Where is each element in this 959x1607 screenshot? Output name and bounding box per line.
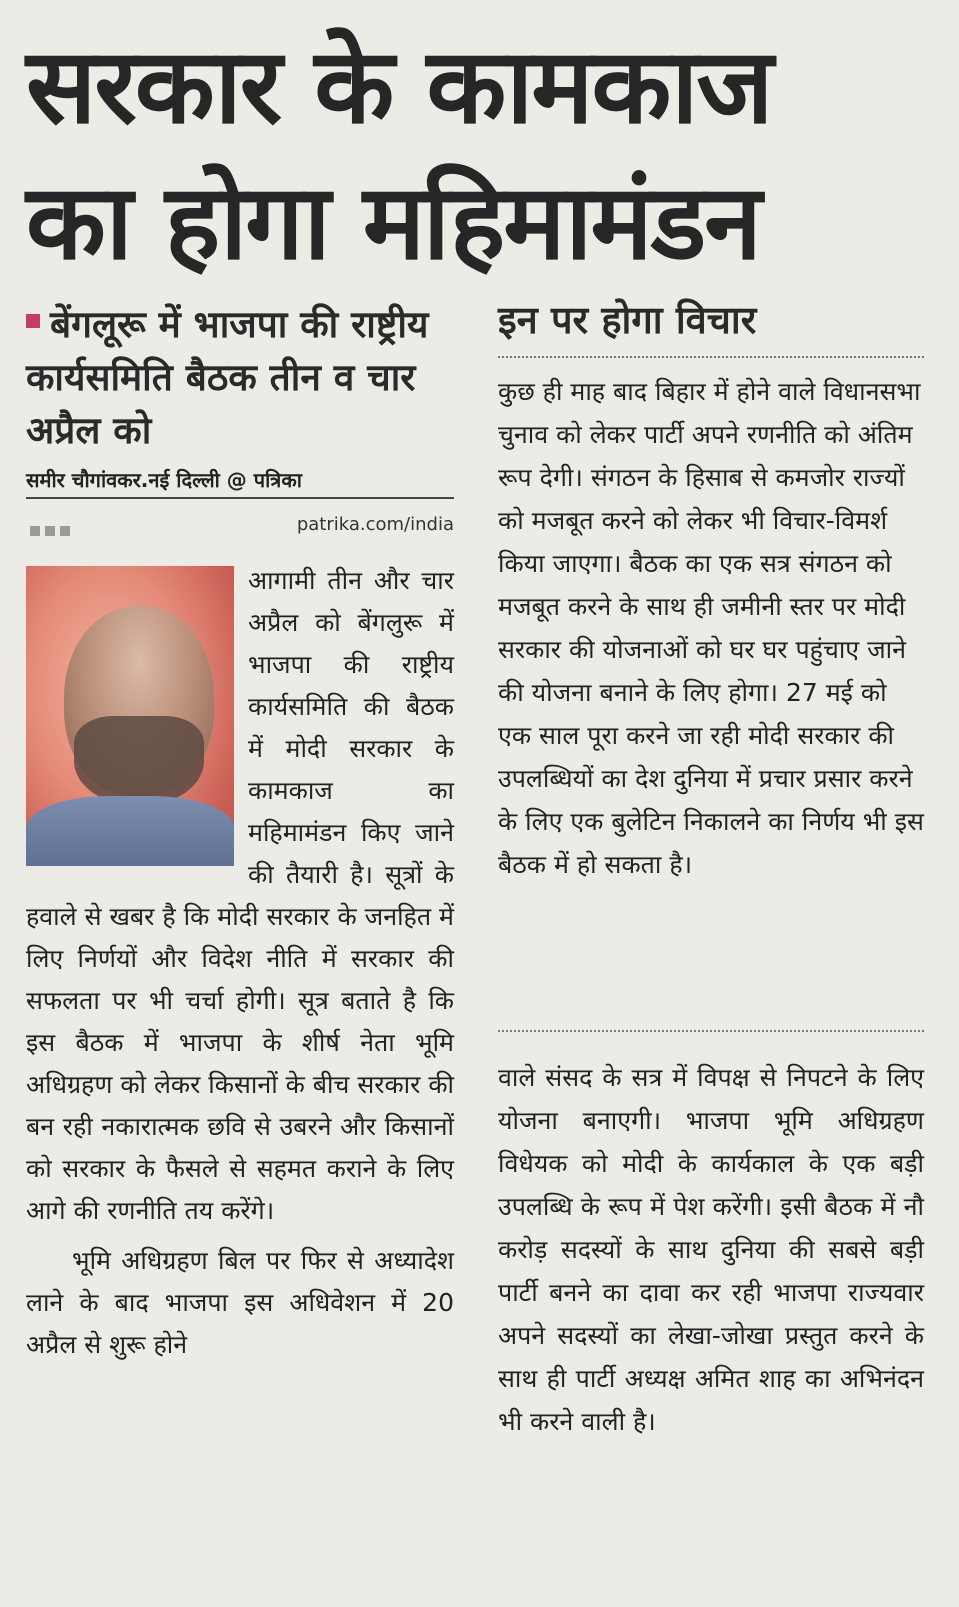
sidebar-box bbox=[498, 290, 924, 886]
headline bbox=[26, 18, 946, 290]
web-link-row bbox=[26, 514, 454, 540]
sidebar-divider bbox=[498, 1030, 924, 1032]
headline-line-1: सरकार के कामकाज bbox=[26, 25, 772, 147]
portrait-photo bbox=[26, 566, 234, 866]
bullet-square-icon bbox=[26, 314, 40, 328]
article-body bbox=[26, 560, 454, 1366]
article-paragraph-1: आगामी तीन और चार अप्रैल को बेंगलुरू में भाजपा की राष्ट्रीय कार्यसमिति की बैठक में मोदी सरकार के कामकाज का महिमामंडन किए जाने की तैयारी है। सूत्रों के हवाले से खबर है कि मोदी सरकार के जनहित में लिए निर्णयों और विदेश नीति में सरकार की सफलता पर भी चर्चा होगी। सूत्र बताते है कि इस बैठक में भाजपा के शीर्ष नेता भूमि अधिग्रहण को लेकर किसानों के बीच सरकार की बन रही नकारात्मक छवि से उबरने और किसानों को सरकार के फैसले से सहमत कराने के लिए आगे की रणनीति तय करेंगे। bbox=[26, 566, 455, 1225]
subheadline-text: बेंगलूरू में भाजपा की राष्ट्रीय कार्यसमिति बैठक तीन व चार अप्रैल को bbox=[26, 303, 429, 452]
byline: समीर चौगांवकर.नई दिल्ली @ पत्रिका bbox=[26, 466, 454, 499]
web-link[interactable]: patrika.com/india bbox=[296, 514, 454, 535]
headline-line-2: का होगा महिमामंडन bbox=[26, 161, 760, 283]
article-paragraph-2: भूमि अधिग्रहण बिल पर फिर से अध्यादेश लाने के बाद भाजपा इस अधिवेशन में 20 अप्रैल से शुरू होने bbox=[26, 1246, 454, 1359]
dots-icon bbox=[30, 520, 75, 541]
article-paragraph-continued: वाले संसद के सत्र में विपक्ष से निपटने के लिए योजना बनाएगी। भाजपा भूमि अधिग्रहण विधेयक को मोदी के कार्यकाल के एक बड़ी उपलब्धि के रूप में पेश करेंगी। इसी बैठक में नौ करोड़ सदस्यों के साथ दुनिया की सबसे बड़ी पार्टी बनने का दावा कर रही भाजपा राज्यवार अपने सदस्यों का लेखा-जोखा प्रस्तुत करने के साथ ही पार्टी अध्यक्ष अमित शाह का अभिनंदन भी करने वाली है। bbox=[498, 1063, 924, 1436]
sidebar-text: कुछ ही माह बाद बिहार में होने वाले विधानसभा चुनाव को लेकर पार्टी अपने रणनीति को अंतिम रूप देगी। संगठन के हिसाब से कमजोर राज्यों को मजबूत करने को लेकर भी विचार-विमर्श किया जाएगा। बैठक का एक सत्र संगठन को मजबूत करने के साथ ही जमीनी स्तर पर मोदी सरकार की योजनाओं को घर घर पहुंचाए जाने की योजना बनाने के लिए होगा। 27 मई को एक साल पूरा करने जा रही मोदी सरकार की उपलब्धियों का देश दुनिया में प्रचार प्रसार करने के लिए एक बुलेटिन निकालने का निर्णय भी इस बैठक में हो सकता है। bbox=[498, 377, 924, 879]
subheadline bbox=[26, 298, 466, 457]
sidebar-title: इन पर होगा विचार bbox=[498, 290, 924, 358]
